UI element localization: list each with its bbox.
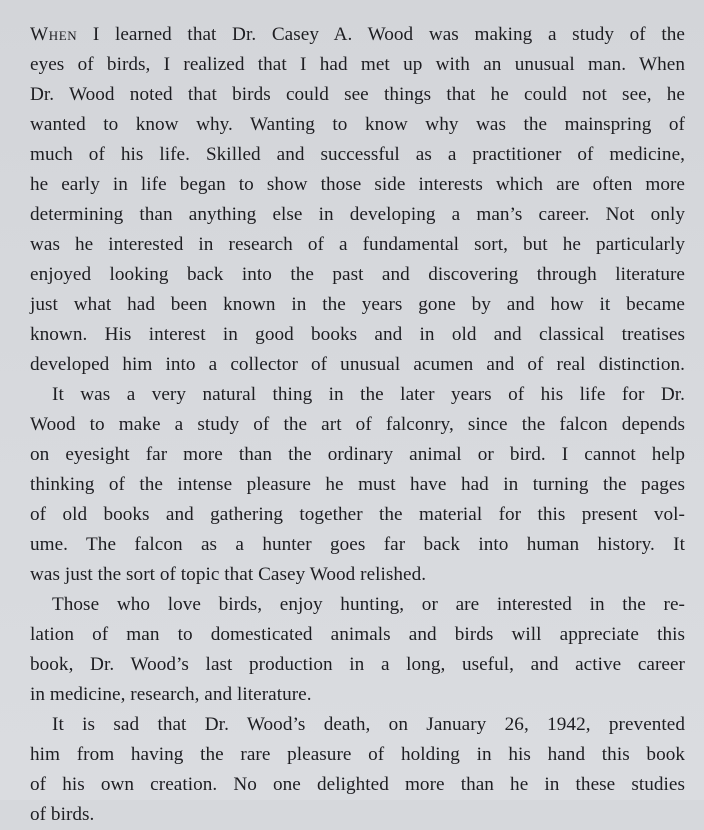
paragraph-3-line-3: book, Dr. Wood’s last production in a long, useful, and active career <box>30 654 685 675</box>
paragraph-1-line-6: he early in life began to show those side interests which are often more <box>30 174 685 195</box>
paragraph-1-line-1 <box>30 20 685 50</box>
paragraph-2-line-6: ume. The falcon as a hunter goes far back into human history. It <box>30 534 685 555</box>
paragraph-4-line-4: of birds. <box>30 804 95 825</box>
paragraph-1-line-7: determining than anything else in developing a man’s career. Not only <box>30 204 685 225</box>
paragraph-4-line-1: It is sad that Dr. Wood’s death, on January 26, 1942, prevented <box>52 714 685 735</box>
paragraph-2-line-5: of old books and gathering together the material for this present vol- <box>30 504 685 525</box>
paragraph-3-line-4: in medicine, research, and literature. <box>30 684 312 705</box>
paragraph-1-line-9: enjoyed looking back into the past and discovering through literature <box>30 264 685 285</box>
paragraph-2-line-7: was just the sort of topic that Casey Wood relished. <box>30 564 427 585</box>
paragraph-2-line-1: It was a very natural thing in the later years of his life for Dr. <box>52 384 685 405</box>
paragraph-1-line-11: known. His interest in good books and in old and classical treatises <box>30 324 685 345</box>
paragraph-3-line-1: Those who love birds, enjoy hunting, or are interested in the re- <box>52 594 685 615</box>
paragraph-4-line-2: him from having the rare pleasure of holding in his hand this book <box>30 744 685 765</box>
paragraph-1-line-5: much of his life. Skilled and successful as a practitioner of medicine, <box>30 144 685 165</box>
paragraph-1-line-12: developed him into a collector of unusual acumen and of real distinction. <box>30 354 685 375</box>
line-text: I learned that Dr. Casey A. Wood was making a study of the <box>92 24 685 45</box>
paragraph-1-line-2: eyes of birds, I realized that I had met up with an unusual man. When <box>30 54 685 75</box>
paragraph-1-line-10: just what had been known in the years gone by and how it became <box>30 294 685 315</box>
paragraph-4-line-3: of his own creation. No one delighted more than he in these studies <box>30 774 685 795</box>
paragraph-1-line-4: wanted to know why. Wanting to know why was the mainspring of <box>30 114 685 135</box>
paragraph-2-line-4: thinking of the intense pleasure he must have had in turning the pages <box>30 474 685 495</box>
paragraph-1-line-8: was he interested in research of a fundamental sort, but he particularly <box>30 234 685 255</box>
paragraph-2-line-2: Wood to make a study of the art of falconry, since the falcon depends <box>30 414 685 435</box>
drop-word: When <box>30 24 78 45</box>
paragraph-2-line-3: on eyesight far more than the ordinary animal or bird. I cannot help <box>30 444 685 465</box>
paragraph-1-line-3: Dr. Wood noted that birds could see things that he could not see, he <box>30 84 685 105</box>
paragraph-3-line-2: lation of man to domesticated animals and birds will appreciate this <box>30 624 685 645</box>
